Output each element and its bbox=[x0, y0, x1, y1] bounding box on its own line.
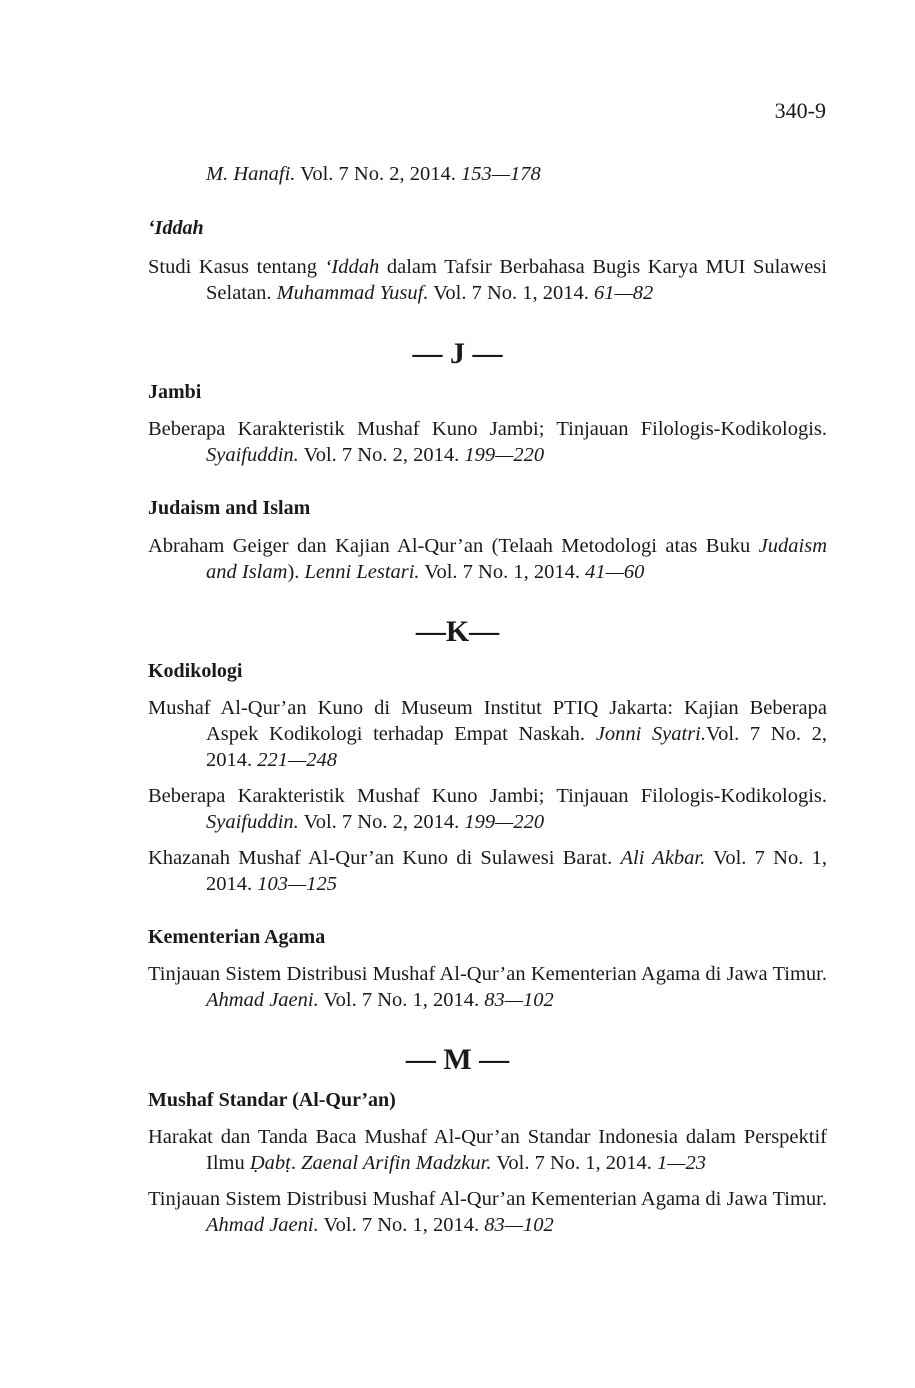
entry-author: Zaenal Arifin Madzkur. bbox=[301, 1152, 492, 1174]
index-entry bbox=[148, 1124, 827, 1176]
entry-pages: 199—220 bbox=[464, 444, 545, 466]
letter-divider-m: — M — bbox=[405, 1043, 510, 1076]
entry-title: Studi Kasus tentang bbox=[148, 256, 325, 278]
entry-volume: Vol. 7 No. 1, 2014. bbox=[491, 1152, 658, 1174]
page-number: 340-9 bbox=[774, 98, 826, 123]
entry-title: Abraham Geiger dan Kajian Al-Qur’an (Telaah Metodologi atas Buku bbox=[148, 535, 759, 557]
entry-author: M. Hanafi. bbox=[206, 163, 296, 185]
entry-pages: 1—23 bbox=[657, 1152, 707, 1174]
index-entry bbox=[148, 695, 827, 773]
entry-author: Lenni Lestari. bbox=[304, 561, 420, 583]
entry-pages: 199—220 bbox=[464, 811, 545, 833]
entry-title: Khazanah Mushaf Al-Qur’an Kuno di Sulawesi Barat. bbox=[148, 847, 621, 869]
entry-pages: 83—102 bbox=[484, 989, 554, 1011]
entry-author: Syaifuddin. bbox=[206, 444, 299, 466]
index-entry bbox=[148, 961, 827, 1013]
index-heading-mushaf-standar: Mushaf Standar (Al-Qur’an) bbox=[148, 1089, 396, 1111]
entry-author: Ahmad Jaeni. bbox=[206, 989, 319, 1011]
letter-divider-k: —K— bbox=[415, 615, 500, 648]
index-entry bbox=[148, 845, 827, 897]
entry-title-italic: Ḍabṭ bbox=[249, 1152, 291, 1174]
index-entry bbox=[148, 533, 827, 585]
index-heading-kodikologi: Kodikologi bbox=[148, 660, 243, 682]
entry-title: Beberapa Karakteristik Mushaf Kuno Jambi; Tinjauan Filologis-Kodikologis. bbox=[148, 785, 827, 807]
entry-title: Tinjauan Sistem Distribusi Mushaf Al-Qur’an Kementerian Agama di Jawa Timur. bbox=[148, 963, 827, 985]
entry-title-rest: ). bbox=[287, 561, 305, 583]
index-entry bbox=[148, 1186, 827, 1238]
entry-title: Beberapa Karakteristik Mushaf Kuno Jambi; Tinjauan Filologis-Kodikologis. bbox=[148, 418, 827, 440]
index-heading-kementerian-agama: Kementerian Agama bbox=[148, 926, 326, 948]
entry-pages: 83—102 bbox=[484, 1214, 554, 1236]
entry-volume: Vol. 7 No. 2, 2014. bbox=[300, 163, 456, 185]
entry-author: Ali Akbar. bbox=[620, 847, 706, 869]
letter-divider-j: — J — bbox=[412, 337, 503, 370]
entry-title: Harakat dan Tanda Baca Mushaf Al-Qur’an Standar Indonesia dalam Perspektif Ilmu bbox=[148, 1126, 827, 1174]
entry-title-italic: Judaism and Islam bbox=[206, 535, 827, 583]
entry-author: Syaifuddin. bbox=[206, 811, 299, 833]
entry-volume: Vol. 7 No. 2, 2014. bbox=[298, 444, 465, 466]
entry-volume: Vol. 7 No. 2, 2014. bbox=[298, 811, 465, 833]
entry-volume: Vol. 7 No. 1, 2014. bbox=[206, 847, 827, 895]
entry-author: Muhammad Yusuf. bbox=[276, 282, 429, 304]
entry-title-rest: dalam Tafsir Berbahasa Bugis Karya MUI Sulawesi Selatan. bbox=[206, 256, 827, 304]
entry-pages: 41—60 bbox=[585, 561, 645, 583]
entry-title: Mushaf Al-Qur’an Kuno di Museum Institut PTIQ Jakarta: Kajian Beberapa Aspek Kodikologi terhadap Empat Naskah. bbox=[148, 697, 827, 745]
entry-pages: 221—248 bbox=[257, 749, 337, 771]
index-heading-iddah: ‘Iddah bbox=[148, 217, 204, 239]
entry-volume: Vol. 7 No. 1, 2014. bbox=[318, 1214, 485, 1236]
entry-title: Tinjauan Sistem Distribusi Mushaf Al-Qur’an Kementerian Agama di Jawa Timur. bbox=[148, 1188, 827, 1210]
index-entry bbox=[148, 416, 827, 468]
entry-volume: Vol. 7 No. 2, 2014. bbox=[206, 723, 828, 771]
index-entry bbox=[148, 783, 827, 835]
entry-volume: Vol. 7 No. 1, 2014. bbox=[419, 561, 586, 583]
entry-author: Jonni Syatri. bbox=[595, 723, 707, 745]
index-entry bbox=[148, 254, 827, 306]
entry-pages: 61—82 bbox=[594, 282, 654, 304]
entry-title-italic: ‘Iddah bbox=[324, 256, 380, 278]
entry-volume: Vol. 7 No. 1, 2014. bbox=[318, 989, 485, 1011]
entry-pages: 103—125 bbox=[257, 873, 337, 895]
continuation-entry bbox=[206, 161, 541, 187]
entry-author: Ahmad Jaeni. bbox=[206, 1214, 319, 1236]
entry-title-rest: . bbox=[290, 1152, 302, 1174]
entry-volume: Vol. 7 No. 1, 2014. bbox=[428, 282, 595, 304]
entry-pages: 153—178 bbox=[460, 163, 541, 185]
index-heading-judaism-and-islam: Judaism and Islam bbox=[148, 497, 311, 519]
index-heading-jambi: Jambi bbox=[148, 381, 202, 403]
